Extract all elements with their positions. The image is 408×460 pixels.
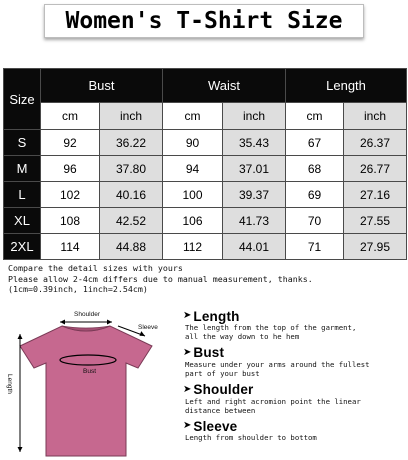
unit-header: inch — [344, 103, 407, 130]
definition-text: Left and right acromion point the linear — [185, 396, 361, 406]
arrow-right-icon: ➤ — [183, 420, 192, 432]
size-chart-table — [3, 68, 407, 260]
definition-shoulder — [183, 383, 405, 416]
table-cell: 112 — [163, 234, 223, 260]
size-header: Size — [4, 69, 41, 130]
table-cell: 68 — [286, 156, 344, 182]
table-row — [4, 182, 407, 208]
table-cell: 94 — [163, 156, 223, 182]
table-cell: 70 — [286, 208, 344, 234]
table-cell: 35.43 — [223, 130, 286, 156]
table-row — [4, 234, 407, 260]
shoulder-label: Shoulder — [74, 311, 101, 318]
table-cell: 41.73 — [223, 208, 286, 234]
measurement-definitions — [183, 309, 405, 447]
note-line: Please allow 2-4cm differs due to manual measurement, thanks. — [8, 273, 313, 284]
table-cell: 27.55 — [344, 208, 407, 234]
table-cell: 37.01 — [223, 156, 286, 182]
arrow-right-icon: ➤ — [183, 346, 192, 358]
unit-header: inch — [100, 103, 163, 130]
definition-text: The length from the top of the garment, — [185, 323, 357, 332]
bust-header: Bust — [41, 69, 163, 103]
table-cell: 71 — [286, 234, 344, 260]
unit-header: cm — [41, 103, 100, 130]
table-cell: 36.22 — [100, 130, 163, 156]
table-cell: 26.77 — [344, 156, 407, 182]
definition-text: distance between — [185, 406, 256, 416]
title-banner — [44, 4, 364, 38]
size-label: L — [4, 182, 41, 208]
table-cell: 27.16 — [344, 182, 407, 208]
size-label: XL — [4, 208, 41, 234]
definition-bust — [183, 346, 405, 379]
size-label: 2XL — [4, 234, 41, 260]
arrow-right-icon: ➤ — [183, 310, 192, 321]
table-cell: 90 — [163, 130, 223, 156]
table-cell: 44.01 — [223, 234, 286, 260]
table-cell: 92 — [41, 130, 100, 156]
size-label: M — [4, 156, 41, 182]
definition-length — [183, 309, 405, 342]
sleeve-label: Sleeve — [138, 324, 158, 331]
definition-title: Bust — [193, 345, 225, 361]
table-cell: 39.37 — [223, 182, 286, 208]
definition-title: Sleeve — [193, 418, 238, 434]
definition-title: Length — [193, 308, 240, 324]
table-cell: 40.16 — [100, 182, 163, 208]
unit-header: inch — [223, 103, 286, 130]
table-cell: 37.80 — [100, 156, 163, 182]
table-cell: 44.88 — [100, 234, 163, 260]
table-row — [4, 156, 407, 182]
unit-header: cm — [286, 103, 344, 130]
table-cell: 96 — [41, 156, 100, 182]
bust-label: Bust — [83, 368, 97, 375]
table-cell: 102 — [41, 182, 100, 208]
arrow-right-icon: ➤ — [183, 383, 192, 395]
waist-header: Waist — [163, 69, 286, 103]
table-cell: 100 — [163, 182, 223, 208]
table-cell: 42.52 — [100, 208, 163, 234]
tshirt-diagram — [0, 306, 180, 460]
definition-text: part of your bust — [185, 369, 260, 379]
table-cell: 106 — [163, 208, 223, 234]
definition-text: Length from shoulder to bottom — [185, 433, 317, 443]
definition-text: Measure under your arms around the fullest — [185, 359, 370, 369]
table-cell: 26.37 — [344, 130, 407, 156]
table-cell: 67 — [286, 130, 344, 156]
definition-sleeve — [183, 419, 405, 442]
length-header: Length — [286, 69, 407, 103]
measurement-note — [8, 263, 404, 295]
table-cell: 108 — [41, 208, 100, 234]
definition-title: Shoulder — [193, 382, 254, 398]
table-cell: 114 — [41, 234, 100, 260]
table-row — [4, 130, 407, 156]
unit-header: cm — [163, 103, 223, 130]
definition-text: all the way down to he hem — [185, 332, 300, 342]
table-cell: 69 — [286, 182, 344, 208]
tshirt-shape — [20, 326, 152, 456]
size-label: S — [4, 130, 41, 156]
table-row — [4, 208, 407, 234]
page-title: Women's T-Shirt Size — [65, 8, 343, 34]
note-line: Compare the detail sizes with yours — [8, 263, 183, 273]
table-cell: 27.95 — [344, 234, 407, 260]
note-line: (1cm=0.39inch, 1inch=2.54cm) — [8, 284, 148, 295]
length-label: Length — [6, 374, 13, 394]
